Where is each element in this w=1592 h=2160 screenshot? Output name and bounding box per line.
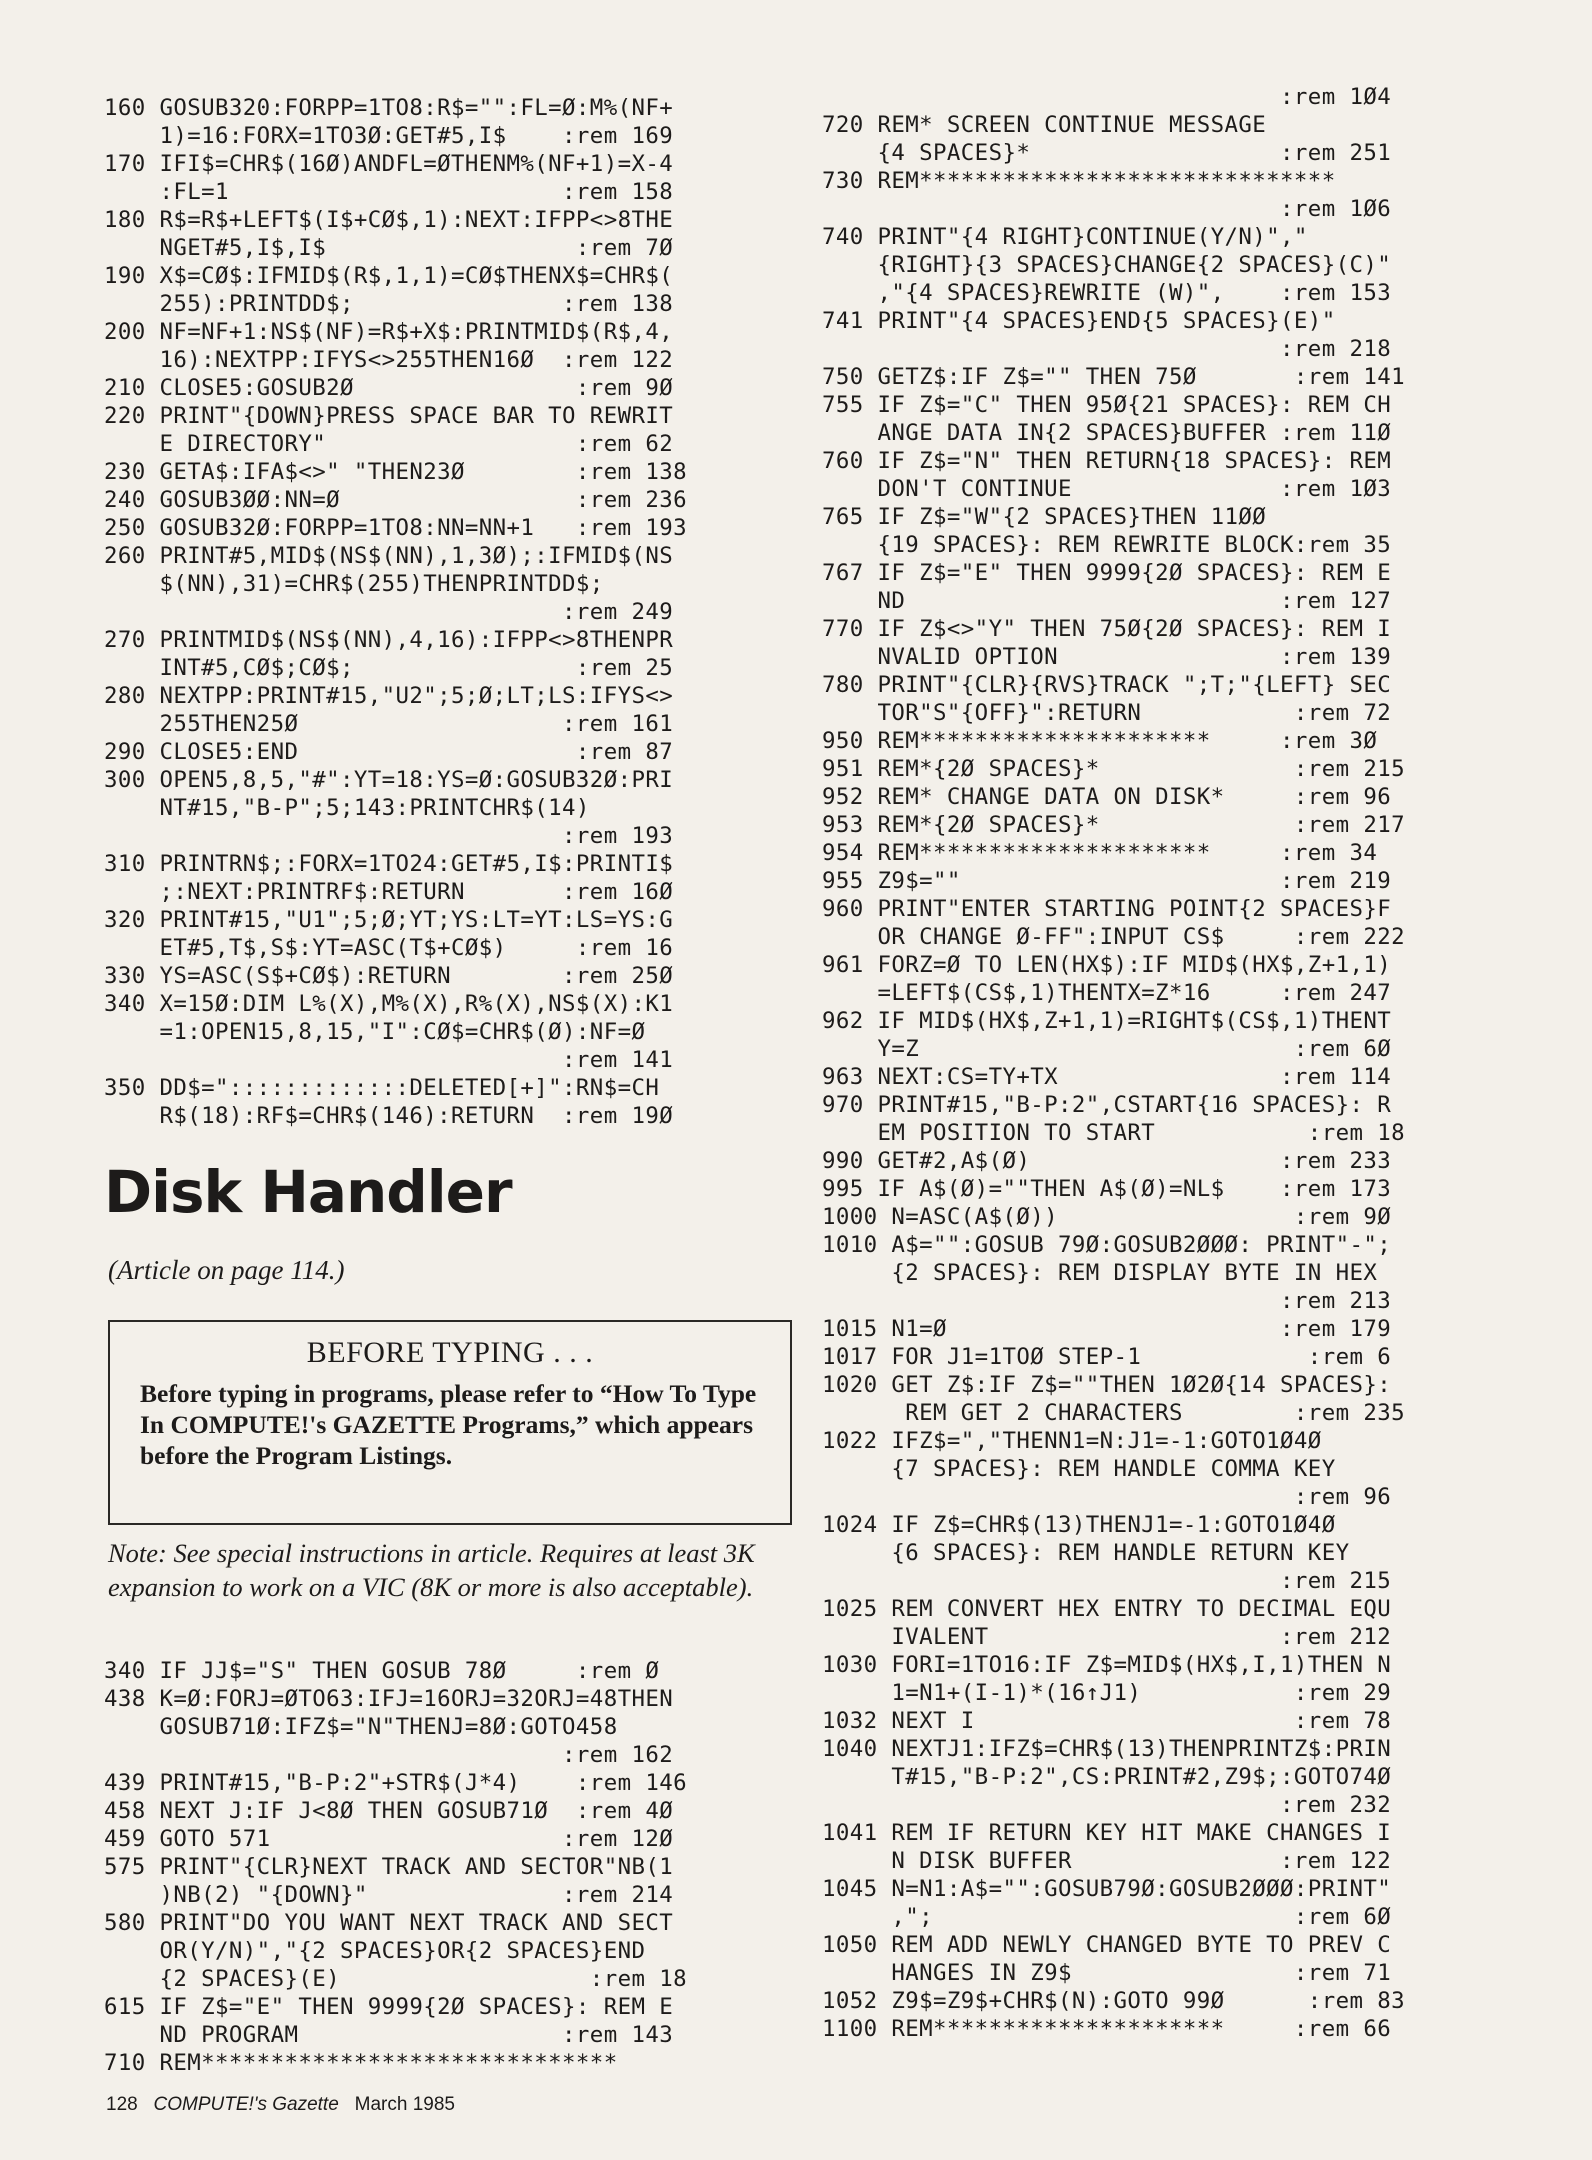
- page-footer: [106, 2094, 455, 2116]
- article-reference: (Article on page 114.): [108, 1255, 345, 1285]
- program-listing-disk-handler: 340 IF JJ$="S" THEN GOSUB 78Ø :rem Ø 438 K=Ø:FORJ=ØTO63:IFJ=16ORJ=32ORJ=48THEN GOSUB71Ø:IFZ$="N"THENJ=8Ø:GOTO458 :rem 162 439 PRINT#15,"B-P:2"+STR$(J*4) :rem 146 458 NEXT J:IF J<8Ø THEN GOSUB71Ø :rem 4Ø 459 GOTO 571 :rem 12Ø 575 PRINT"{CLR}NEXT TRACK AND SECTOR"NB(1 )NB(2) "{DOWN}" :rem 214 580 PRINT"DO YOU WANT NEXT TRACK AND SECT OR(Y/N)","{2 SPACES}OR{2 SPACES}END {2 SPACES}(E) :rem 18 615 IF Z$="E" THEN 9999{2Ø SPACES}: REM E ND PROGRAM :rem 143 710 REM******************************: [104, 1658, 687, 2076]
- program-listing-top: 160 GOSUB320:FORPP=1TO8:R$="":FL=Ø:M%(NF+ 1)=16:FORX=1TO3Ø:GET#5,I$ :rem 169 170 IFI$=CHR$(16Ø)ANDFL=ØTHENM%(NF+1)=X-4 :FL=1 :rem 158 180 R$=R$+LEFT$(I$+CØ$,1):NEXT:IFPP<>8THE NGET#5,I$,I$ :rem 7Ø 190 X$=CØ$:IFMID$(R$,1,1)=CØ$THENX$=CHR$( 255):PRINTDD$; :rem 138 200 NF=NF+1:NS$(NF)=R$+X$:PRINTMID$(R$,4, 16):NEXTPP:IFYS<>255THEN16Ø :rem 122 210 CLOSE5:GOSUB2Ø :rem 9Ø 220 PRINT"{DOWN}PRESS SPACE BAR TO REWRIT E DIRECTORY" :rem 62 230 GETA$:IFA$<>" "THEN23Ø :rem 138 240 GOSUB3ØØ:NN=Ø :rem 236 250 GOSUB32Ø:FORPP=1TO8:NN=NN+1 :rem 193 260 PRINT#5,MID$(NS$(NN),1,3Ø);:IFMID$(NS $(NN),31)=CHR$(255)THENPRINTDD$; :rem 249 270 PRINTMID$(NS$(NN),4,16):IFPP<>8THENPR INT#5,CØ$;CØ$; :rem 25 280 NEXTPP:PRINT#15,"U2";5;Ø;LT;LS:IFYS<> 255THEN25Ø :rem 161 290 CLOSE5:END :rem 87 300 OPEN5,8,5,"#":YT=18:YS=Ø:GOSUB32Ø:PRI NT#15,"B-P";5;143:PRINTCHR$(14) :rem 193 310 PRINTRN$;:FORX=1TO24:GET#5,I$:PRINTI$ ;:NEXT:PRINTRF$:RETURN :rem 16Ø 320 PRINT#15,"U1";5;Ø;YT;YS:LT=YT:LS=YS:G ET#5,T$,S$:YT=ASC(T$+CØ$) :rem 16 330 YS=ASC(S$+CØ$):RETURN :rem 25Ø 340 X=15Ø:DIM L%(X),M%(X),R%(X),NS$(X):K1 =1:OPEN15,8,15,"I":CØ$=CHR$(Ø):NF=Ø :rem 141 350 DD$=":::::::::::::DELETED[+]":RN$=CH R$(18):RF$=CHR$(146):RETURN :rem 19Ø: [104, 95, 687, 1129]
- program-listing-right: :rem 1Ø4 720 REM* SCREEN CONTINUE MESSAGE {4 SPACES}* :rem 251 730 REM****************************** :rem 1Ø6 740 PRINT"{4 RIGHT}CONTINUE(Y/N)"," {RIGHT}{3 SPACES}CHANGE{2 SPACES}(C)" ,"{4 SPACES}REWRITE (W)", :rem 153 741 PRINT"{4 SPACES}END{5 SPACES}(E)" :rem 218 750 GETZ$:IF Z$="" THEN 75Ø :rem 141 755 IF Z$="C" THEN 95Ø{21 SPACES}: REM CH ANGE DATA IN{2 SPACES}BUFFER :rem 11Ø 760 IF Z$="N" THEN RETURN{18 SPACES}: REM DON'T CONTINUE :rem 1Ø3 765 IF Z$="W"{2 SPACES}THEN 11ØØ {19 SPACES}: REM REWRITE BLOCK:rem 35 767 IF Z$="E" THEN 9999{2Ø SPACES}: REM E ND :rem 127 770 IF Z$<>"Y" THEN 75Ø{2Ø SPACES}: REM I NVALID OPTION :rem 139 780 PRINT"{CLR}{RVS}TRACK ";T;"{LEFT} SEC TOR"S"{OFF}":RETURN :rem 72 950 REM********************* :rem 3Ø 951 REM*{2Ø SPACES}* :rem 215 952 REM* CHANGE DATA ON DISK* :rem 96 953 REM*{2Ø SPACES}* :rem 217 954 REM********************* :rem 34 955 Z9$="" :rem 219 960 PRINT"ENTER STARTING POINT{2 SPACES}F OR CHANGE Ø-FF":INPUT CS$ :rem 222 961 FORZ=Ø TO LEN(HX$):IF MID$(HX$,Z+1,1) =LEFT$(CS$,1)THENTX=Z*16 :rem 247 962 IF MID$(HX$,Z+1,1)=RIGHT$(CS$,1)THENT Y=Z :rem 6Ø 963 NEXT:CS=TY+TX :rem 114 970 PRINT#15,"B-P:2",CSTART{16 SPACES}: R EM POSITION TO START :rem 18 990 GET#2,A$(Ø) :rem 233 995 IF A$(Ø)=""THEN A$(Ø)=NL$ :rem 173 1000 N=ASC(A$(Ø)) :rem 9Ø 1010 A$="":GOSUB 79Ø:GOSUB2ØØØ: PRINT"-"; {2 SPACES}: REM DISPLAY BYTE IN HEX :rem 213 1015 N1=Ø :rem 179 1017 FOR J1=1TOØ STEP-1 :rem 6 1020 GET Z$:IF Z$=""THEN 1Ø2Ø{14 SPACES}: REM GET 2 CHARACTERS :rem 235 1022 IFZ$=","THENN1=N:J1=-1:GOTO1Ø4Ø {7 SPACES}: REM HANDLE COMMA KEY :rem 96 1024 IF Z$=CHR$(13)THENJ1=-1:GOTO1Ø4Ø {6 SPACES}: REM HANDLE RETURN KEY :rem 215 1025 REM CONVERT HEX ENTRY TO DECIMAL EQU IVALENT :rem 212 1030 FORI=1TO16:IF Z$=MID$(HX$,I,1)THEN N 1=N1+(I-1)*(16↑J1) :rem 29 1032 NEXT I :rem 78 1040 NEXTJ1:IFZ$=CHR$(13)THENPRINTZ$:PRIN T#15,"B-P:2",CS:PRINT#2,Z9$;:GOTO74Ø :rem 232 1041 REM IF RETURN KEY HIT MAKE CHANGES I N DISK BUFFER :rem 122 1045 N=N1:A$="":GOSUB79Ø:GOSUB2ØØØ:PRINT" ,"; :rem 6Ø 1050 REM ADD NEWLY CHANGED BYTE TO PREV C HANGES IN Z9$ :rem 71 1052 Z9$=Z9$+CHR$(N):GOTO 99Ø :rem 83 1100 REM********************* :rem 66: [822, 84, 1405, 2042]
- before-typing-box: [108, 1320, 792, 1525]
- page-number: 128: [106, 2094, 138, 2115]
- article-heading: Disk Handler: [104, 1158, 512, 1226]
- box-title: BEFORE TYPING . . .: [306, 1336, 594, 1369]
- instructions-note: Note: See special instructions in article. Requires at least 3K expansion to work on a VIC (8K or more is also acceptable).: [108, 1538, 755, 1602]
- issue-date: March 1985: [354, 2094, 455, 2115]
- publication-name: COMPUTE!'s Gazette: [153, 2094, 339, 2115]
- box-body: Before typing in programs, please refer to “How To Type In COMPUTE!'s GAZETTE Programs,” which appears before the Program Listings.: [140, 1379, 757, 1470]
